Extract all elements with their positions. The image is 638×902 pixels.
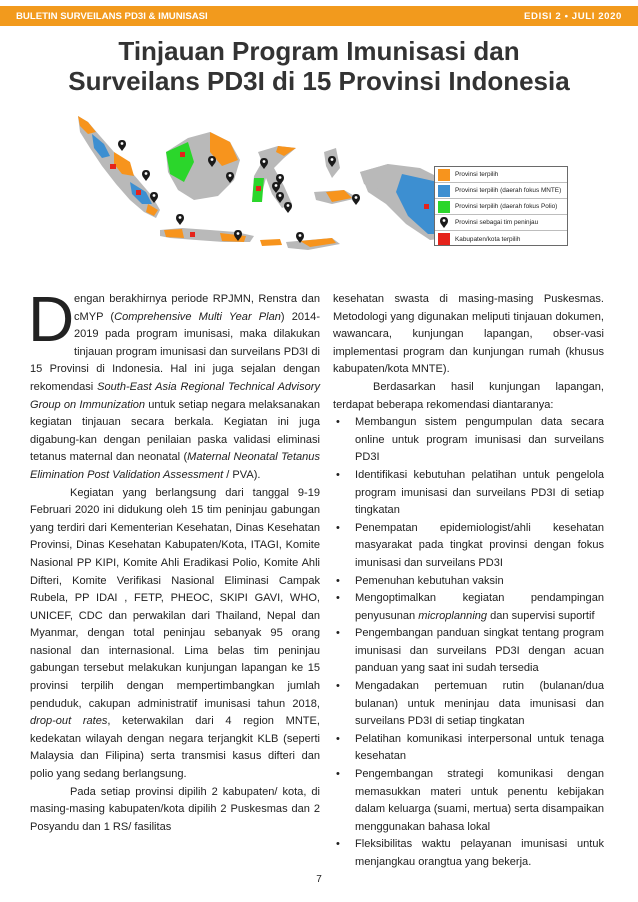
legend-swatch: [438, 169, 450, 181]
list-item: • Pengembangan strategi komunikasi dengan memasukkan materi untuk penentu kebijakan dalam keluarga (suami, mertua) serta disampaikan menggunakan bahasa lokal: [333, 766, 604, 836]
article-paragraph-2: Kegiatan yang berlangsung dari tanggal 9-19 Februari 2020 ini didukung oleh 15 tim peninjau gabungan yang terdiri dari Kementerian Kesehatan, Dinas Kesehatan Provinsi, Dinas Kesehatan Kabupaten/Kota, ITAGI, Komite Nasional PP KIPI, Komite Ahli Eradikasi Polio, Komite Ahli Difteri, Komite Verifikasi Nasional Eliminasi Campak Rubela, PP IDAI , FETP, PHEOC, SKIPI GAVI, WHO, UNICEF, CDC dan perwakilan dari Thailand, Nepal dan Myanmar, dengan total peninjau sebanyak 95 orang nasional dan internasional. Lima belas tim peninjau gabungan tersebut melakukan kunjungan lapangan ke 15 provinsi terpilih dengan mempertimbangkan jumlah penduduk, cakupan administratif imunisasi tahun 2018, drop-out rates, keterwakilan dari 4 region MNTE, kedekatan wilayah dengan negara terjangkit KLB (seperti Malaysia dan Filipina) serta transmisi kasus difteri dan polio yang sedang berlangsung.: [30, 486, 320, 781]
map-pin-icon: [142, 170, 150, 181]
map-jabar: [164, 229, 184, 238]
list-item: • Pengembangan panduan singkat tentang program imunisasi dan surveilans PD3I dengan acuan panduan yang saat ini sudah tersedia: [333, 625, 604, 678]
title-line-2: Surveilans PD3I di 15 Provinsi Indonesia: [68, 66, 570, 96]
list-item: • Mengadakan pertemuan rutin (bulanan/dua bulanan) untuk meninjau data imunisasi dan surveilans PD3I di setiap tingkatan: [333, 678, 604, 731]
recommendation-list: [333, 414, 604, 871]
map-ntb: [260, 239, 282, 246]
map-district-2: [136, 190, 141, 195]
list-item: • Penempatan epidemiologist/ahli kesehatan masyarakat pada tingkat provinsi dengan fokus imunisasi dan surveilans PD3I: [333, 520, 604, 573]
article-paragraph-3: Pada setiap provinsi dipilih 2 kabupaten/ kota, di masing-masing kabupaten/kota dipilih 2 Puskesmas dan 2 Posyandu dan 1 RS/ fasilitas: [30, 785, 320, 833]
legend-label: Provinsi sebagai tim peninjau: [455, 219, 539, 226]
legend-item-district: [435, 231, 567, 247]
map-legend: [434, 166, 568, 246]
drop-cap: D: [28, 283, 75, 355]
list-item: • Mengoptimalkan kegiatan pendampingan penyusunan microplanning dan supervisi suportif: [333, 590, 604, 625]
page-number: 7: [316, 874, 322, 885]
legend-label: Provinsi terpilih (daerah fokus Polio): [455, 203, 558, 210]
legend-swatch: [438, 201, 450, 213]
legend-label: Provinsi terpilih: [455, 171, 499, 178]
legend-swatch: [438, 233, 450, 245]
legend-swatch: [438, 185, 450, 197]
legend-item-mnte: [435, 183, 567, 199]
list-item: • Fleksibilitas waktu pelayanan imunisasi untuk menjangkau orangtua yang bekerja.: [333, 836, 604, 871]
map-pin-icon: [284, 202, 292, 213]
map-pin-icon: [176, 214, 184, 225]
article-column-right: [333, 291, 604, 872]
legend-item-polio: [435, 199, 567, 215]
legend-label: Provinsi terpilih (daerah fokus MNTE): [455, 187, 562, 194]
map-district-4: [190, 232, 195, 237]
article-column-left: [28, 283, 320, 836]
edition-label: EDISI 2 • JULI 2020: [524, 10, 622, 22]
map-district-6: [424, 204, 429, 209]
map-district-1: [110, 164, 116, 169]
map-district-5: [256, 186, 261, 191]
list-item: • Pemenuhan kebutuhan vaksin: [333, 573, 604, 591]
article-paragraph-5: Berdasarkan hasil kunjungan lapangan, terdapat beberapa rekomendasi diantaranya:: [333, 380, 604, 411]
legend-label: Kabupaten/kota terpilih: [455, 235, 521, 243]
map-pin-icon: [352, 194, 360, 205]
map-pin-icon: [118, 140, 126, 151]
page-title: [20, 36, 618, 96]
title-line-1: Tinjauan Program Imunisasi dan: [118, 36, 520, 66]
article-paragraph-1: Dengan berakhirnya periode RPJMN, Renstra dan cMYP (Comprehensive Multi Year Plan) 2014-2019 pada program imunisasi, maka dilakukan tinjauan program imunisasi dan surveilans PD3I di 15 Provinsi di Indonesia. Hal ini juga sejalan dengan rekomendasi South-East Asia Regional Technical Advisory Group on Immunization untuk setiap negara melaksanakan kegiatan tinjauan secara berkala. Kegiatan ini juga digabung-kan dengan penilaian paska validasi eliminasi tetanus maternal dan neonatal (Maternal Neonatal Tetanus Elimination Post Validation Assessment / PVA).: [28, 283, 320, 481]
list-item: • Identifikasi kebutuhan pelatihan untuk pengelola program imunisasi dan surveilans PD3I di setiap tingkatan: [333, 467, 604, 520]
map-pin-icon: [438, 217, 450, 229]
map-district-3: [180, 152, 185, 157]
article-paragraph-4: kesehatan swasta di masing-masing Puskesmas. Metodologi yang digunakan meliputi tinjauan dokumen, wawancara, kunjungan lapangan, obser-vasi implementasi program dan kunjungan rumah (khusus kabupaten/kota MNTE).: [333, 293, 604, 376]
legend-item-selected: [435, 167, 567, 183]
legend-item-reviewer: [435, 215, 567, 231]
list-item: • Pelatihan komunikasi interpersonal untuk tenaga kesehatan: [333, 731, 604, 766]
header-bar: [0, 6, 638, 26]
list-item: • Membangun sistem pengumpulan data secara online untuk program imunisasi dan surveilans PD3I: [333, 414, 604, 467]
bulletin-name: BULETIN SURVEILANS PD3I & IMUNISASI: [16, 10, 208, 22]
